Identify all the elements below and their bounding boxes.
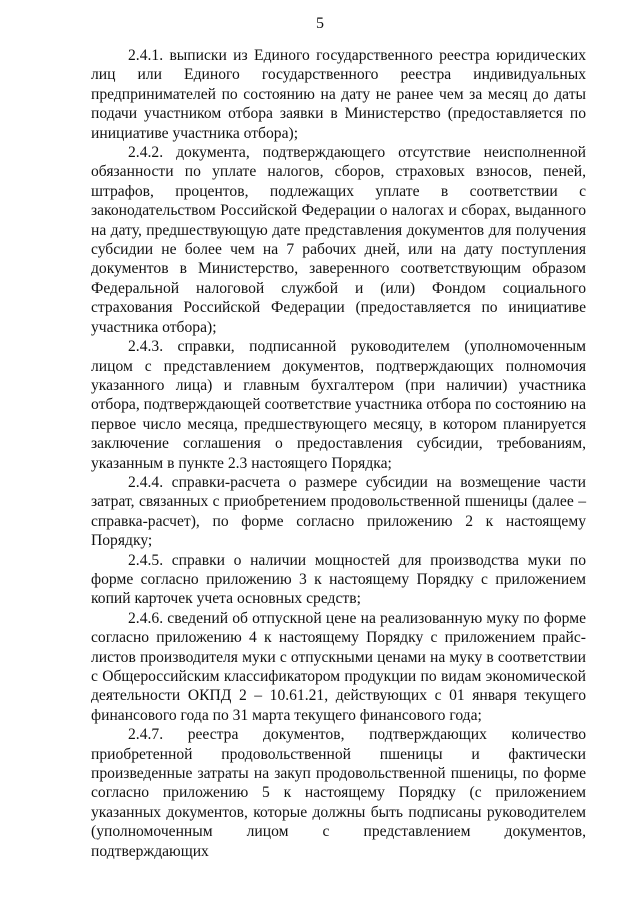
- paragraph-2-4-3: 2.4.3. справки, подписанной руководителем (уполномоченным лицом с представлением документов, подтверждающих полномочия указанного лица) и главным бухгалтером (при наличии) участника отбора, подтверждающей соответствие участника отбора по состоянию на первое число месяца, предшествующего месяцу, в котором планируется заключение соглашения о предоставления субсидии, требованиям, указанным в пункте 2.3 настоящего Порядка;: [91, 338, 586, 472]
- paragraph-2-4-4: 2.4.4. справки-расчета о размере субсидии на возмещение части затрат, связанных с приобретением продовольственной пшеницы (далее – справка-расчет), по форме согласно приложению 2 к настоящему Порядку;: [91, 473, 586, 550]
- paragraph-2-4-2: 2.4.2. документа, подтверждающего отсутствие неисполненной обязанности по уплате налогов, сборов, страховых взносов, пеней, штрафов, процентов, подлежащих уплате в соответствии с законодательством Российской Федерации о налогах и сборах, выданного на дату, предшествующую дате представления документов для получения субсидии не более чем на 7 рабочих дней, или на дату поступления документов в Министерство, заверенного соответствующим образом Федеральной налоговой службой и (или) Фондом социального страхования Российской Федерации (предоставляется по инициативе участника отбора);: [91, 144, 586, 336]
- document-body: [91, 46, 586, 861]
- paragraph-2-4-7: 2.4.7. реестра документов, подтверждающих количество приобретенной продовольственной пшеницы и фактически произведенные затраты на закуп продовольственной пшеницы, по форме согласно приложению 5 к настоящему Порядку (с приложением указанных документов, которые должны быть подписаны руководителем (уполномоченным лицом с представлением документов, подтверждающих: [91, 726, 586, 860]
- paragraph-2-4-1: 2.4.1. выписки из Единого государственного реестра юридических лиц или Единого государственного реестра индивидуальных предпринимателей по состоянию на дату не ранее чем за месяц до даты подачи участником отбора заявки в Министерство (предоставляется по инициативе участника отбора);: [91, 47, 586, 142]
- paragraph-2-4-6: 2.4.6. сведений об отпускной цене на реализованную муку по форме согласно приложению 4 к настоящему Порядку с приложением прайс-листов производителя муки с отпускными ценами на муку в соответствии с Общероссийским классификатором продукции по видам экономической деятельности ОКПД 2 – 10.61.21, действующих с 01 января текущего финансового года по 31 марта текущего финансового года;: [91, 609, 586, 724]
- page-number: 5: [316, 15, 324, 32]
- paragraph-2-4-5: 2.4.5. справки о наличии мощностей для производства муки по форме согласно приложению 3 к настоящему Порядку с приложением копий карточек учета основных средств;: [91, 551, 586, 608]
